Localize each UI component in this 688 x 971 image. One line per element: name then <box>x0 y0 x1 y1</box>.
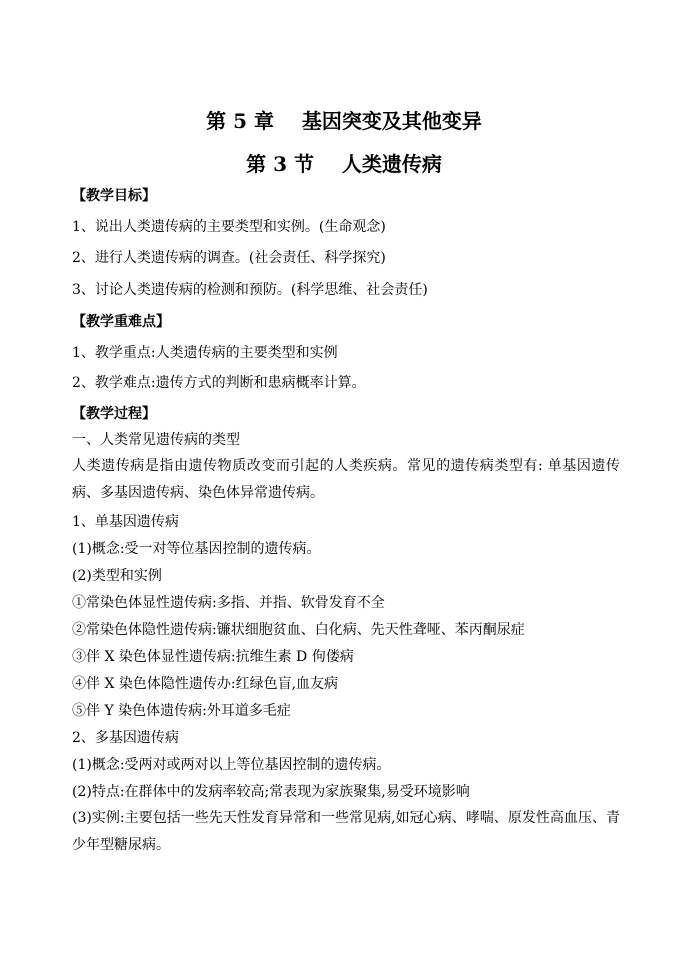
multi-gene-examples: (3)实例:主要包括一些先天性发育异常和一些常见病,如冠心病、哮喘、原发性高血压、青少年型糖尿病。 <box>72 810 620 853</box>
objectives-heading: 【教学目标】 <box>72 188 156 204</box>
objective-item-1: 1、说出人类遗传病的主要类型和实例。(生命观念) <box>72 219 386 235</box>
single-gene-types-title: (2)类型和实例 <box>72 568 162 584</box>
objective-item-2: 2、进行人类遗传病的调查。(社会责任、科学探究) <box>72 250 386 266</box>
single-gene-type-4: ④伴 X 染色体隐性遗传办:红绿色盲,血友病 <box>72 676 339 692</box>
multi-gene-features: (2)特点:在群体中的发病率较高;常表现为家族聚集,易受环境影响 <box>72 784 470 800</box>
key-point-item-2: 2、教学难点:遗传方式的判断和患病概率计算。 <box>72 375 366 391</box>
section-title: 第 3 节 人类遗传病 <box>246 152 442 176</box>
process-heading: 【教学过程】 <box>72 406 156 422</box>
key-points-heading: 【教学重难点】 <box>72 314 170 330</box>
process-intro-paragraph: 人类遗传病是指由遗传物质改变而引起的人类疾病。常见的遗传病类型有: 单基因遗传病、多基因遗传病、染色体异常遗传病。 <box>72 458 620 501</box>
single-gene-concept: (1)概念:受一对等位基因控制的遗传病。 <box>72 541 321 557</box>
chapter-title: 第 5 章 基因突变及其他变异 <box>206 109 482 133</box>
key-point-item-1: 1、教学重点:人类遗传病的主要类型和实例 <box>72 345 338 361</box>
single-gene-type-1: ①常染色体显性遗传病:多指、并指、软骨发育不全 <box>72 595 385 611</box>
single-gene-type-3: ③伴 X 染色体显性遗传病:抗维生素 D 佝偻病 <box>72 649 354 665</box>
multi-gene-title: 2、多基因遗传病 <box>72 730 179 746</box>
single-gene-type-5: ⑤伴 Y 染色体遗传病:外耳道多毛症 <box>72 703 291 719</box>
process-section-1-title: 一、人类常见遗传病的类型 <box>72 432 240 448</box>
single-gene-type-2: ②常染色体隐性遗传病:镰状细胞贫血、白化病、先天性聋哑、苯丙酮尿症 <box>72 622 525 638</box>
objective-item-3: 3、讨论人类遗传病的检测和预防。(科学思维、社会责任) <box>72 282 428 298</box>
single-gene-title: 1、单基因遗传病 <box>72 514 179 530</box>
multi-gene-concept: (1)概念:受两对或两对以上等位基因控制的遗传病。 <box>72 757 391 773</box>
